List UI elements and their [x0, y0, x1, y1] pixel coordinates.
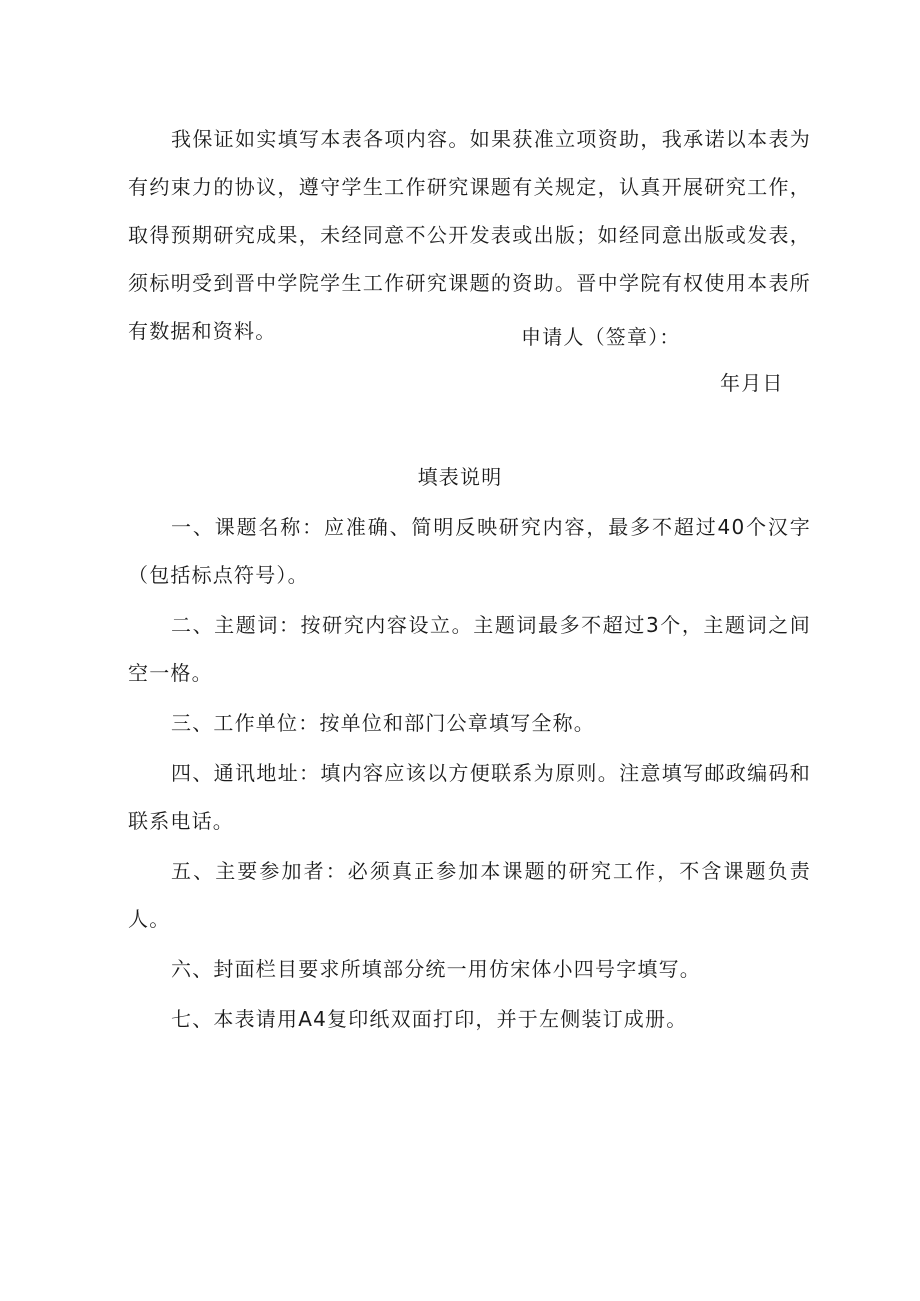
instruction-item: 六、封面栏目要求所填部分统一用仿宋体小四号字填写。: [171, 957, 701, 981]
instructions-title: 填表说明: [417, 465, 503, 489]
pledge-section: [128, 115, 811, 355]
pledge-paragraph: 我保证如实填写本表各项内容。如果获准立项资助，我承诺以本表为有约束力的协议，遵守学生工作研究课题有关规定，认真开展研究工作，取得预期研究成果，未经同意不公开发表或出版；如经同意出版或发表，须标明受到晋中学院学生工作研究课题的资助。晋中学院有权使用本表所有数据和资料。: [128, 127, 811, 343]
instruction-item: 七、本表请用A4复印纸双面打印，并于左侧装订成册。: [171, 1007, 688, 1031]
instruction-item: 二、主题词：按研究内容设立。主题词最多不超过3个，主题词之间空一格。: [128, 613, 811, 685]
instructions-list: [128, 503, 811, 1045]
instruction-item: 四、通讯地址：填内容应该以方便联系为原则。注意填写邮政编码和联系电话。: [128, 761, 811, 833]
instruction-item: 一、课题名称：应准确、简明反映研究内容，最多不超过40个汉字（包括标点符号）。: [128, 515, 811, 587]
instruction-item: 三、工作单位：按单位和部门公章填写全称。: [171, 711, 595, 735]
date-label: 年月日: [720, 371, 784, 395]
instruction-item: 五、主要参加者：必须真正参加本课题的研究工作，不含课题负责人。: [128, 859, 811, 931]
applicant-signature-label: 申请人（签章）：: [521, 325, 681, 349]
